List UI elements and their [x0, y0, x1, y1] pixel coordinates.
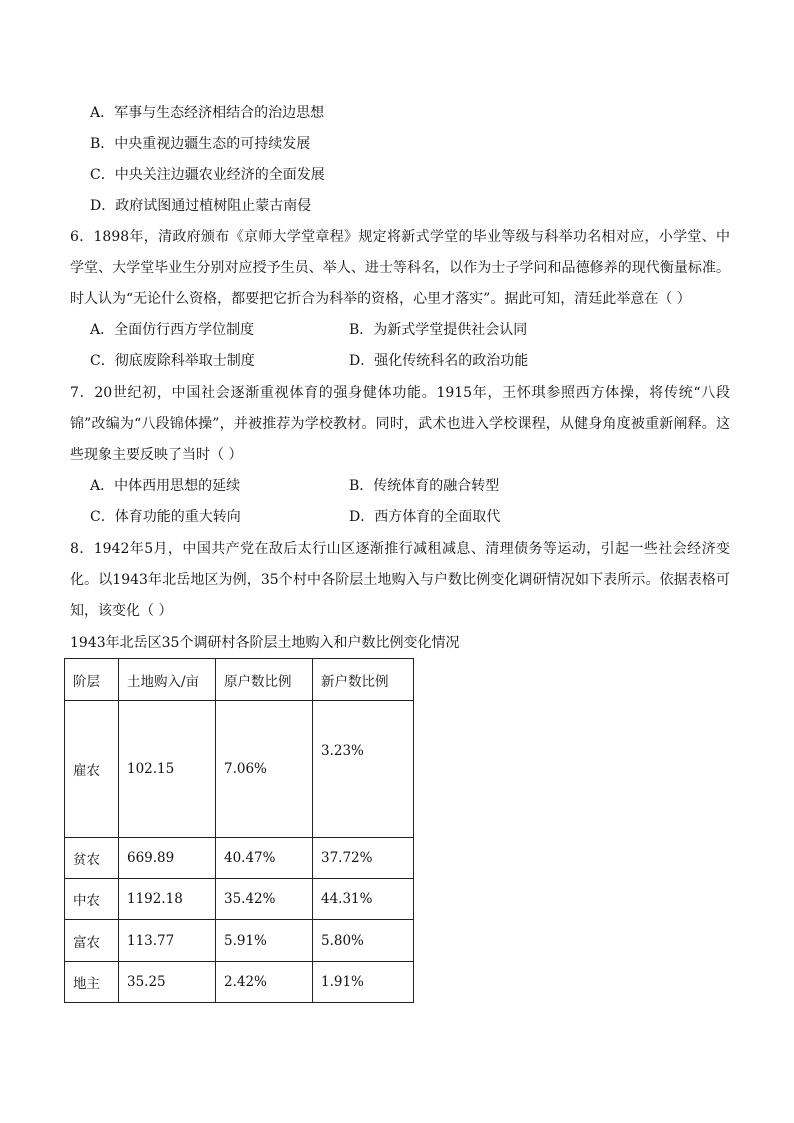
table-cell: 7.06%: [216, 701, 313, 838]
header-cell-land: 土地购入/亩: [119, 659, 216, 701]
table-cell: 3.23%: [313, 701, 414, 838]
table-cell: 地主: [65, 962, 119, 1003]
table-cell: 5.80%: [313, 920, 414, 962]
q7-option-d: D．西方体育的全面取代: [349, 509, 501, 525]
header-cell-orig-ratio: 原户数比例: [216, 659, 313, 701]
q8-stem: 8．1942年5月，中国共产党在敌后太行山区逐渐推行减租减息、清理债务等运动，引起一些社会经济变化。以1943年北岳地区为例，35个村中各阶层土地购入与户数比例变化调研情况如下表所示。依据表格可知，该变化（ ）: [70, 541, 730, 619]
table-cell: 贫农: [65, 838, 119, 879]
table-cell: 113.77: [119, 920, 216, 962]
q6-options-row-2: [90, 351, 730, 371]
q6-options-row-1: [90, 320, 730, 340]
q5-option-b: B．中央重视边疆生态的可持续发展: [90, 136, 311, 152]
table-row: [65, 920, 414, 962]
table-cell: 37.72%: [313, 838, 414, 879]
table-cell: 1192.18: [119, 879, 216, 920]
table-cell: 35.42%: [216, 879, 313, 920]
q7-options-row-1: [90, 476, 730, 496]
table-cell: 5.91%: [216, 920, 313, 962]
q6-option-d: D．强化传统科名的政治功能: [349, 353, 529, 369]
q7-option-b: B．传统体育的融合转型: [349, 478, 500, 494]
table-row: [65, 838, 414, 879]
q6-option-a: A．全面仿行西方学位制度: [90, 322, 255, 338]
table-cell: 35.25: [119, 962, 216, 1003]
land-purchase-table: [64, 658, 414, 1003]
header-cell-class: 阶层: [65, 659, 119, 701]
table-row: [65, 879, 414, 920]
q7-option-a: A．中体西用思想的延续: [90, 478, 241, 494]
table-cell: 44.31%: [313, 879, 414, 920]
table-caption: 1943年北岳区35个调研村各阶层土地购入和户数比例变化情况: [70, 635, 460, 651]
q6-option-c: C．彻底废除科举取士制度: [90, 353, 255, 369]
q7-option-c: C．体育功能的重大转向: [90, 509, 241, 525]
q5-option-a: A．军事与生态经济相结合的治边思想: [90, 105, 325, 121]
q6-stem: 6．1898年，清政府颁布《京师大学堂章程》规定将新式学堂的毕业等级与科举功名相对应，小学堂、中学堂、大学堂毕业生分别对应授予生员、举人、进士等科名，以作为士子学问和品德修养的现代衡量标准。时人认为“无论什么资格，都要把它折合为科举的资格，心里才落实”。据此可知，清廷此举意在（ ）: [70, 229, 730, 307]
q6-option-b: B．为新式学堂提供社会认同: [349, 322, 528, 338]
table-cell: 1.91%: [313, 962, 414, 1003]
table-header-row: [65, 659, 414, 701]
header-cell-new-ratio: 新户数比例: [313, 659, 414, 701]
q7-stem: 7．20世纪初，中国社会逐渐重视体育的强身健体功能。1915年，王怀琪参照西方体操，将传统“八段锦”改编为“八段锦体操”，并被推荐为学校教材。同时，武术也进入学校课程，从健身角度被重新阐释。这些现象主要反映了当时（ ）: [70, 385, 730, 463]
table-cell: 中农: [65, 879, 119, 920]
table-cell: 40.47%: [216, 838, 313, 879]
table-cell: 雇农: [65, 701, 119, 838]
q5-option-c: C．中央关注边疆农业经济的全面发展: [90, 167, 325, 183]
table-row: [65, 701, 414, 838]
table-cell: 669.89: [119, 838, 216, 879]
q7-options-row-2: [90, 507, 730, 527]
table-row: [65, 962, 414, 1003]
q5-option-d: D．政府试图通过植树阻止蒙古南侵: [90, 198, 312, 214]
table-cell: 富农: [65, 920, 119, 962]
table-cell: 2.42%: [216, 962, 313, 1003]
table-cell: 102.15: [119, 701, 216, 838]
